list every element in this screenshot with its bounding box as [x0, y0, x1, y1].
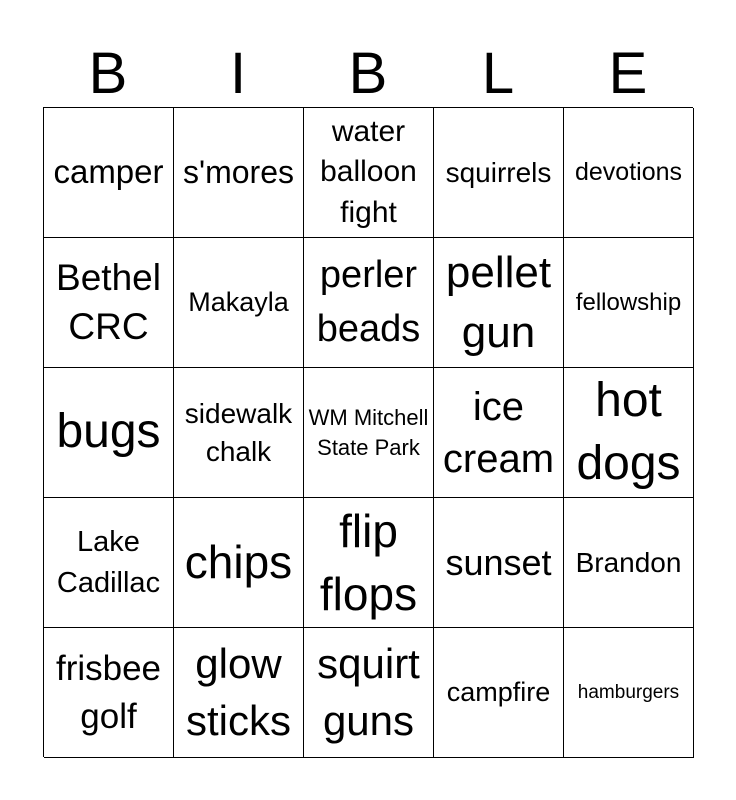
- cell-label: squirt guns: [317, 639, 420, 744]
- bingo-cell[interactable]: [564, 108, 694, 238]
- cell-label: ice cream: [442, 384, 555, 481]
- header-letter-b: B: [88, 41, 128, 106]
- bingo-cell[interactable]: [304, 368, 434, 498]
- bingo-cell[interactable]: [174, 498, 304, 628]
- bingo-cell[interactable]: [564, 238, 694, 368]
- bingo-cell[interactable]: [44, 108, 174, 238]
- cell-label: sidewalk chalk: [184, 397, 293, 467]
- cell-label: devotions: [574, 158, 683, 187]
- cell-label: s'mores: [182, 153, 294, 190]
- bingo-cell[interactable]: [44, 368, 174, 498]
- bingo-cell[interactable]: [434, 498, 564, 628]
- cell-label: pellet gun: [445, 248, 552, 357]
- bingo-cell[interactable]: [174, 368, 304, 498]
- cell-label: chips: [184, 536, 293, 589]
- bingo-cell[interactable]: [174, 108, 304, 238]
- bingo-header: [43, 40, 693, 108]
- cell-label: WM Mitchell State Park: [308, 404, 429, 460]
- cell-label: sunset: [445, 541, 552, 583]
- cell-label: Bethel CRC: [56, 257, 161, 347]
- bingo-cell[interactable]: [434, 108, 564, 238]
- bingo-cell[interactable]: [564, 498, 694, 628]
- cell-label: squirrels: [445, 156, 552, 188]
- header-letter-b2: B: [348, 41, 388, 106]
- header-letter-e: E: [608, 41, 648, 106]
- cell-label: glow sticks: [186, 639, 291, 744]
- cell-label: campfire: [446, 677, 551, 708]
- cell-label: Brandon: [575, 546, 682, 578]
- bingo-cell[interactable]: [304, 108, 434, 238]
- cell-label: flip flops: [319, 505, 418, 620]
- bingo-cell[interactable]: [564, 368, 694, 498]
- cell-label: Makayla: [188, 287, 289, 318]
- bingo-cell[interactable]: [564, 628, 694, 758]
- bingo-cell[interactable]: [44, 498, 174, 628]
- header-letter-l: L: [481, 41, 515, 106]
- header-letter-i: I: [229, 41, 247, 106]
- bingo-cell[interactable]: [304, 628, 434, 758]
- bingo-cell[interactable]: [434, 628, 564, 758]
- cell-label: hot dogs: [576, 374, 681, 490]
- bingo-cell[interactable]: [304, 238, 434, 368]
- cell-label: perler beads: [316, 254, 421, 350]
- cell-label: fellowship: [575, 288, 682, 316]
- bingo-cell[interactable]: [434, 368, 564, 498]
- cell-label: bugs: [56, 405, 161, 459]
- bingo-cell[interactable]: [434, 238, 564, 368]
- bingo-cell[interactable]: [304, 498, 434, 628]
- bingo-board: [43, 107, 693, 757]
- bingo-cell[interactable]: [174, 238, 304, 368]
- bingo-cell[interactable]: [44, 238, 174, 368]
- cell-label: water balloon fight: [320, 114, 417, 229]
- cell-label: camper: [53, 153, 164, 191]
- cell-label: hamburgers: [577, 681, 680, 703]
- bingo-cell[interactable]: [44, 628, 174, 758]
- cell-label: Lake Cadillac: [56, 525, 161, 599]
- bingo-cell[interactable]: [174, 628, 304, 758]
- cell-label: frisbee golf: [55, 649, 162, 736]
